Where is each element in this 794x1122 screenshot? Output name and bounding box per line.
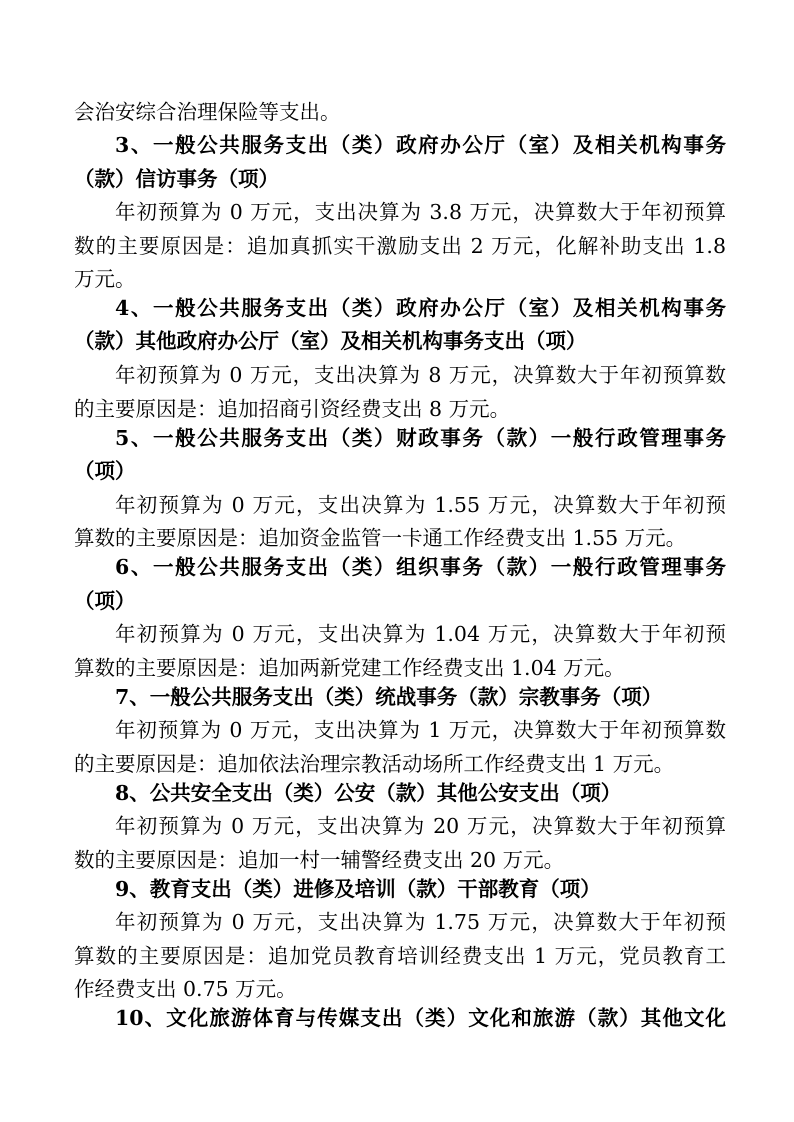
- section-heading-5: 5、一般公共服务支出（类）财政事务（款）一般行政管理事务: [115, 426, 726, 450]
- section-heading-3: 3、一般公共服务支出（类）政府办公厅（室）及相关机构事务: [115, 133, 726, 157]
- body-text-line: 年初预算为 0 万元，支出决算为 1 万元，决算数大于年初预算数: [115, 718, 726, 742]
- body-text-line: 会治安综合治理保险等支出。: [74, 100, 341, 124]
- section-heading-6: 6、一般公共服务支出（类）组织事务（款）一般行政管理事务: [115, 555, 726, 579]
- body-text-line: 算数的主要原因是：追加党员教育培训经费支出 1 万元，党员教育工: [74, 944, 726, 968]
- body-text-line: 算数的主要原因是：追加资金监管一卡通工作经费支出 1.55 万元。: [74, 526, 687, 550]
- body-text-line: 数的主要原因是：追加真抓实干激励支出 2 万元，化解补助支出 1.8: [74, 234, 726, 258]
- section-heading-6-cont: （项）: [74, 589, 136, 613]
- body-text-line: 年初预算为 0 万元，支出决算为 3.8 万元，决算数大于年初预算: [115, 200, 726, 224]
- body-text-line: 的主要原因是：追加依法治理宗教活动场所工作经费支出 1 万元。: [74, 752, 675, 776]
- section-heading-9: 9、教育支出（类）进修及培训（款）干部教育（项）: [115, 877, 601, 901]
- body-text-line: 年初预算为 0 万元，支出决算为 8 万元，决算数大于年初预算数: [115, 363, 726, 387]
- body-text-line: 的主要原因是：追加招商引资经费支出 8 万元。: [74, 397, 511, 421]
- body-text-line: 年初预算为 0 万元，支出决算为 1.75 万元，决算数大于年初预: [115, 910, 726, 934]
- section-heading-10: 10、文化旅游体育与传媒支出（类）文化和旅游（款）其他文化: [115, 1006, 726, 1030]
- section-heading-8: 8、公共安全支出（类）公安（款）其他公安支出（项）: [115, 781, 622, 805]
- section-heading-4: 4、一般公共服务支出（类）政府办公厅（室）及相关机构事务: [115, 296, 726, 320]
- section-heading-5-cont: （项）: [74, 459, 136, 483]
- body-text-line: 数的主要原因是：追加一村一辅警经费支出 20 万元。: [74, 848, 565, 872]
- body-text-line: 万元。: [74, 267, 136, 291]
- body-text-line: 年初预算为 0 万元，支出决算为 20 万元，决算数大于年初预算: [115, 814, 726, 838]
- body-text-line: 算数的主要原因是：追加两新党建工作经费支出 1.04 万元。: [74, 656, 625, 680]
- section-heading-4-cont: （款）其他政府办公厅（室）及相关机构事务支出（项）: [74, 329, 587, 353]
- body-text-line: 作经费支出 0.75 万元。: [74, 977, 297, 1001]
- body-text-line: 年初预算为 0 万元，支出决算为 1.55 万元，决算数大于年初预: [115, 493, 726, 517]
- section-heading-3-cont: （款）信访事务（项）: [74, 167, 279, 191]
- section-heading-7: 7、一般公共服务支出（类）统战事务（款）宗教事务（项）: [115, 685, 663, 709]
- body-text-line: 年初预算为 0 万元，支出决算为 1.04 万元，决算数大于年初预: [115, 622, 726, 646]
